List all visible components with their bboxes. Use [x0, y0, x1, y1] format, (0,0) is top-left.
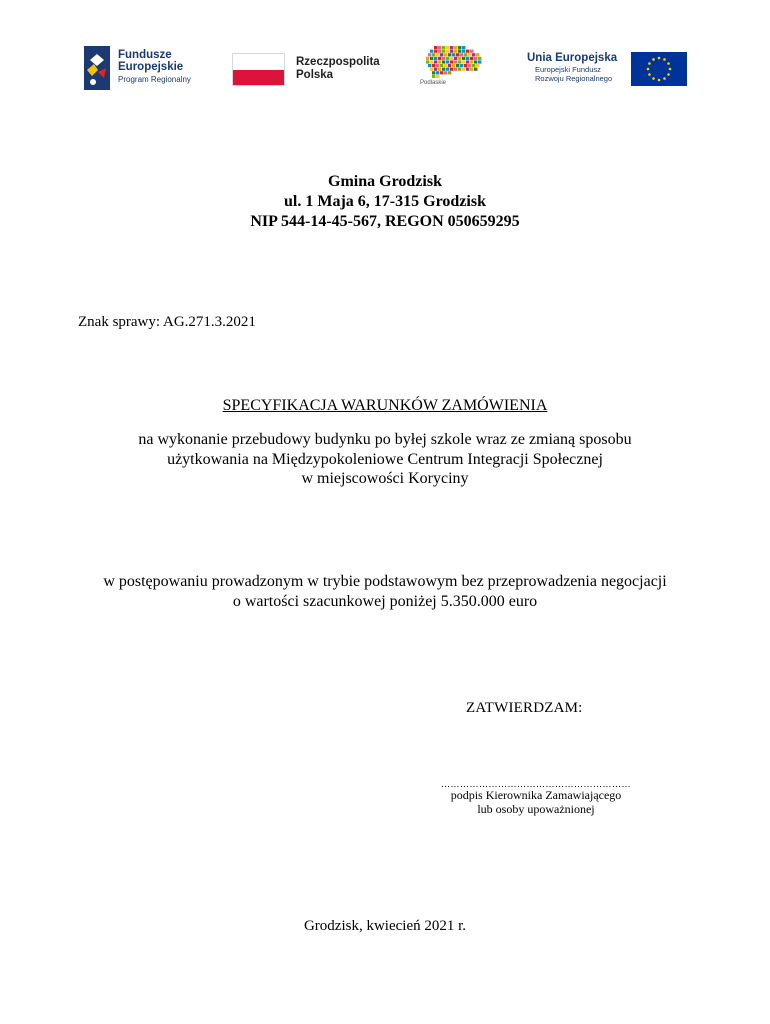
mosaic-tile: [442, 57, 445, 60]
mosaic-tile: [462, 60, 465, 63]
mosaic-tile: [458, 60, 461, 63]
mosaic-tile: [456, 53, 459, 56]
unia-europejska-logo: [527, 44, 687, 94]
mosaic-tile: [474, 60, 477, 63]
mosaic-tile: [474, 68, 477, 71]
mosaic-tile: [434, 68, 437, 71]
rzeczpospolita-line1: Rzeczpospolita: [296, 56, 380, 68]
eu-star-icon: [658, 79, 661, 82]
mosaic-tile: [448, 71, 451, 74]
fundusze-line1: Fundusze: [118, 49, 172, 61]
signature-block: [420, 780, 652, 816]
mosaic-tile: [478, 57, 481, 60]
fundusze-line3: Program Regionalny: [118, 75, 191, 84]
mosaic-tile: [430, 57, 433, 60]
eu-flag-icon: [631, 52, 687, 86]
eu-star-icon: [652, 58, 655, 61]
mosaic-tile: [446, 50, 449, 53]
eu-star-icon: [669, 68, 672, 71]
ue-line1: Unia Europejska: [527, 52, 618, 64]
eu-star-icon: [648, 73, 651, 76]
mosaic-tile: [438, 60, 441, 63]
mosaic-tile: [434, 57, 437, 60]
ue-line2: Europejski Fundusz: [535, 65, 601, 74]
mosaic-tile: [446, 57, 449, 60]
mosaic-tile: [448, 64, 451, 67]
mosaic-tile: [430, 68, 433, 71]
approval-label: ZATWIERDZAM:: [466, 700, 583, 716]
fundusze-line2: Europejskie: [118, 61, 184, 73]
mosaic-tile: [446, 68, 449, 71]
issuer-ids: NIP 544-14-45-567, REGON 050659295: [250, 213, 520, 230]
logo-bar: [84, 44, 686, 94]
mosaic-tile: [450, 50, 453, 53]
mosaic-tile: [432, 75, 435, 78]
mosaic-tile: [458, 68, 461, 71]
mosaic-tile: [450, 46, 453, 49]
subject-line: użytkowania na Międzypokoleniowe Centrum Integracji Społecznej: [167, 450, 603, 468]
mosaic-tile: [430, 60, 433, 63]
mosaic-tile: [466, 50, 469, 53]
procedure-line: w postępowaniu prowadzonym w trybie podstawowym bez przeprowadzenia negocjacji: [103, 573, 667, 590]
issuer-name: Gmina Grodzisk: [328, 173, 442, 190]
mosaic-tile: [474, 57, 477, 60]
fundusze-europejskie-logo: [84, 44, 214, 94]
case-reference: Znak sprawy: AG.271.3.2021: [78, 314, 256, 330]
document-subject: [0, 430, 770, 489]
procedure-description: [0, 572, 770, 611]
eu-star-icon: [663, 58, 666, 61]
mosaic-tile: [468, 64, 471, 67]
mosaic-tile: [442, 50, 445, 53]
mosaic-tile: [436, 64, 439, 67]
issuer-block: [0, 172, 770, 232]
mosaic-tile: [432, 71, 435, 74]
mosaic-tile: [458, 46, 461, 49]
mosaic-tile: [436, 71, 439, 74]
mosaic-tile: [476, 53, 479, 56]
eu-star-icon: [647, 68, 650, 71]
mosaic-tile: [434, 50, 437, 53]
mosaic-tile: [454, 57, 457, 60]
mosaic-tile: [426, 60, 429, 63]
mosaic-tile: [470, 68, 473, 71]
mosaic-tile: [440, 53, 443, 56]
document-title: SPECYFIKACJA WARUNKÓW ZAMÓWIENIA: [222, 397, 548, 414]
mosaic-tile: [462, 50, 465, 53]
rzeczpospolita-line2: Polska: [296, 69, 334, 81]
mosaic-tile: [450, 68, 453, 71]
eu-star-icon: [652, 77, 655, 80]
mosaic-tile: [478, 60, 481, 63]
mosaic-tile: [440, 71, 443, 74]
place-and-date: Grodzisk, kwiecień 2021 r.: [303, 918, 467, 934]
mosaic-tile: [438, 68, 441, 71]
podlaskie-caption: Podlaskie: [420, 80, 447, 86]
mosaic-tile: [438, 46, 441, 49]
mosaic-tile: [436, 75, 439, 78]
mosaic-tile: [448, 53, 451, 56]
mosaic-tile: [446, 60, 449, 63]
bison-mosaic-icon: [420, 44, 488, 80]
mosaic-tile: [470, 57, 473, 60]
mosaic-tile: [466, 57, 469, 60]
mosaic-tile: [450, 57, 453, 60]
mosaic-tile: [452, 64, 455, 67]
mosaic-tile: [450, 60, 453, 63]
mosaic-tile: [440, 64, 443, 67]
mosaic-tile: [462, 68, 465, 71]
mosaic-tile: [442, 60, 445, 63]
eu-star-icon: [667, 62, 670, 65]
mosaic-tile: [460, 53, 463, 56]
mosaic-tile: [434, 46, 437, 49]
mosaic-tile: [466, 68, 469, 71]
mosaic-tile: [458, 50, 461, 53]
fundusze-emblem-icon: [84, 46, 110, 90]
polish-flag-icon: [232, 53, 285, 86]
mosaic-tile: [470, 50, 473, 53]
eu-star-icon: [648, 62, 651, 65]
mosaic-tile: [470, 60, 473, 63]
mosaic-tile: [476, 64, 479, 67]
podlaskie-logo: [420, 44, 488, 94]
mosaic-tile: [430, 50, 433, 53]
issuer-address: ul. 1 Maja 6, 17-315 Grodzisk: [284, 193, 486, 210]
rzeczpospolita-logo: [232, 44, 402, 94]
mosaic-tile: [472, 53, 475, 56]
mosaic-tile: [434, 60, 437, 63]
eu-star-icon: [667, 73, 670, 76]
mosaic-tile: [442, 46, 445, 49]
mosaic-tile: [432, 64, 435, 67]
mosaic-tile: [454, 50, 457, 53]
mosaic-tile: [454, 60, 457, 63]
mosaic-tile: [428, 53, 431, 56]
subject-line: w miejscowości Koryciny: [301, 470, 469, 487]
mosaic-tile: [460, 64, 463, 67]
mosaic-tile: [444, 71, 447, 74]
mosaic-tile: [442, 68, 445, 71]
mosaic-tile: [446, 46, 449, 49]
mosaic-tile: [456, 64, 459, 67]
mosaic-tile: [464, 64, 467, 67]
mosaic-tile: [438, 57, 441, 60]
subject-line: na wykonanie przebudowy budynku po byłej szkole wraz ze zmianą sposobu: [138, 431, 632, 448]
mosaic-tile: [426, 57, 429, 60]
mosaic-tile: [454, 46, 457, 49]
mosaic-tile: [462, 57, 465, 60]
signature-line1: podpis Kierownika Zamawiającego: [450, 788, 622, 802]
eu-star-icon: [663, 77, 666, 80]
mosaic-tile: [468, 53, 471, 56]
mosaic-tile: [458, 57, 461, 60]
mosaic-tile: [466, 60, 469, 63]
mosaic-tile: [464, 53, 467, 56]
mosaic-tile: [472, 64, 475, 67]
mosaic-tile: [432, 53, 435, 56]
mosaic-tile: [444, 64, 447, 67]
mosaic-tile: [454, 68, 457, 71]
ue-line3: Rozwoju Regionalnego: [535, 74, 613, 83]
mosaic-tile: [436, 53, 439, 56]
signature-line2: lub osoby upoważnionej: [477, 802, 595, 816]
mosaic-tile: [444, 53, 447, 56]
mosaic-tile: [462, 46, 465, 49]
mosaic-tile: [452, 53, 455, 56]
signature-dots: ……………………………………………………: [441, 779, 631, 789]
mosaic-tile: [428, 64, 431, 67]
eu-star-icon: [658, 57, 661, 60]
procedure-line: o wartości szacunkowej poniżej 5.350.000 euro: [232, 592, 538, 610]
mosaic-tile: [438, 50, 441, 53]
